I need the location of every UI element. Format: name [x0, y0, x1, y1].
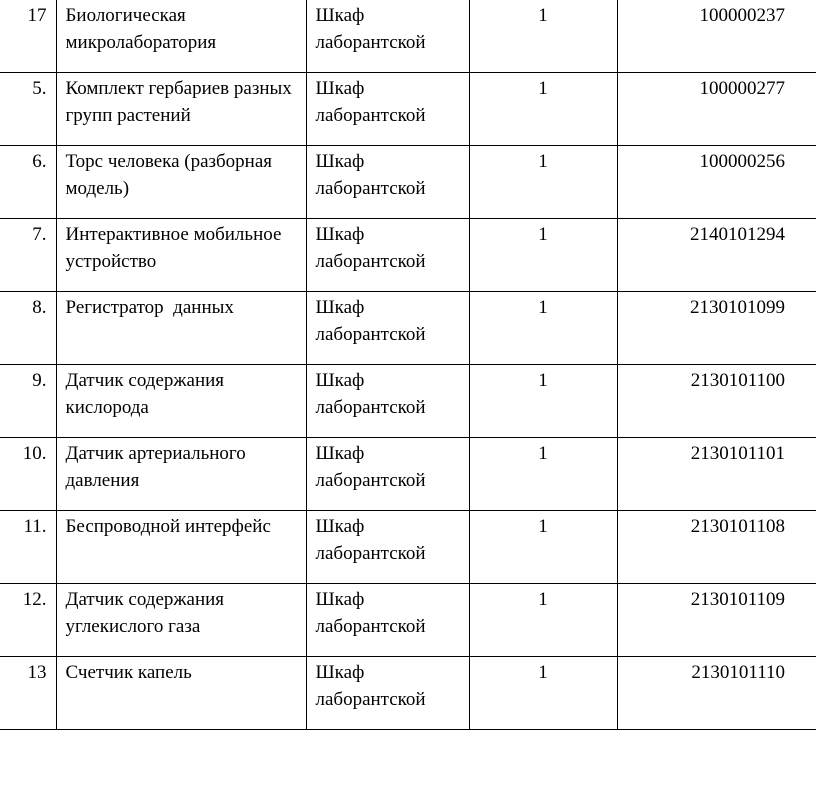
item-location: Шкаф лаборантской	[306, 583, 469, 656]
item-inventory-code: 2130101110	[617, 656, 816, 729]
item-inventory-code: 2130101100	[617, 364, 816, 437]
table-row	[0, 583, 816, 656]
item-quantity: 1	[469, 72, 617, 145]
item-quantity: 1	[469, 510, 617, 583]
table-row	[0, 656, 816, 729]
item-inventory-code: 100000237	[617, 0, 816, 72]
item-quantity: 1	[469, 437, 617, 510]
item-quantity: 1	[469, 0, 617, 72]
row-number: 11.	[23, 515, 47, 537]
item-location: Шкаф лаборантской	[306, 291, 469, 364]
item-name: Датчик артериального давления	[56, 437, 306, 510]
row-number-cell	[0, 437, 56, 510]
item-quantity: 1	[469, 291, 617, 364]
item-inventory-code: 100000256	[617, 145, 816, 218]
row-number: 9.	[32, 369, 47, 391]
row-number: 6.	[32, 150, 47, 172]
row-number: 8.	[32, 296, 47, 318]
item-location: Шкаф лаборантской	[306, 145, 469, 218]
row-number: 7.	[32, 223, 47, 245]
row-number-cell	[0, 364, 56, 437]
item-name: Комплект гербариев разных групп растений	[56, 72, 306, 145]
table-row	[0, 145, 816, 218]
item-quantity: 1	[469, 656, 617, 729]
item-quantity: 1	[469, 145, 617, 218]
row-number-cell	[0, 583, 56, 656]
item-name: Интерактивное мобильное устройство	[56, 218, 306, 291]
table-row	[0, 291, 816, 364]
row-number-cell	[0, 145, 56, 218]
row-number: 13	[27, 661, 47, 683]
item-location: Шкаф лаборантской	[306, 218, 469, 291]
row-number-cell	[0, 510, 56, 583]
item-location: Шкаф лаборантской	[306, 510, 469, 583]
item-inventory-code: 2140101294	[617, 218, 816, 291]
item-inventory-code: 2130101108	[617, 510, 816, 583]
item-inventory-code: 2130101109	[617, 583, 816, 656]
item-name: Биологическая микролаборатория	[56, 0, 306, 72]
item-location: Шкаф лаборантской	[306, 437, 469, 510]
item-name: Датчик содержания углекислого газа	[56, 583, 306, 656]
item-location: Шкаф лаборантской	[306, 656, 469, 729]
table-row	[0, 0, 816, 72]
row-number-cell	[0, 0, 56, 72]
row-number: 17	[27, 5, 47, 26]
row-number-cell	[0, 291, 56, 364]
table-row	[0, 510, 816, 583]
row-number: 5.	[32, 77, 47, 99]
row-number: 12.	[22, 588, 47, 610]
item-location: Шкаф лаборантской	[306, 72, 469, 145]
table-row	[0, 218, 816, 291]
item-name: Регистратор данных	[56, 291, 306, 364]
table-row	[0, 364, 816, 437]
item-inventory-code: 100000277	[617, 72, 816, 145]
row-number-cell	[0, 72, 56, 145]
item-quantity: 1	[469, 364, 617, 437]
item-quantity: 1	[469, 583, 617, 656]
item-name: Торс человека (разборная модель)	[56, 145, 306, 218]
table-row	[0, 437, 816, 510]
item-inventory-code: 2130101099	[617, 291, 816, 364]
row-number-cell	[0, 656, 56, 729]
item-name: Датчик содержания кислорода	[56, 364, 306, 437]
row-number-cell	[0, 218, 56, 291]
table-row	[0, 72, 816, 145]
item-name: Счетчик капель	[56, 656, 306, 729]
item-name: Беспроводной интерфейс	[56, 510, 306, 583]
item-location: Шкаф лаборантской	[306, 0, 469, 72]
item-location: Шкаф лаборантской	[306, 364, 469, 437]
item-inventory-code: 2130101101	[617, 437, 816, 510]
item-quantity: 1	[469, 218, 617, 291]
row-number: 10.	[22, 442, 47, 464]
